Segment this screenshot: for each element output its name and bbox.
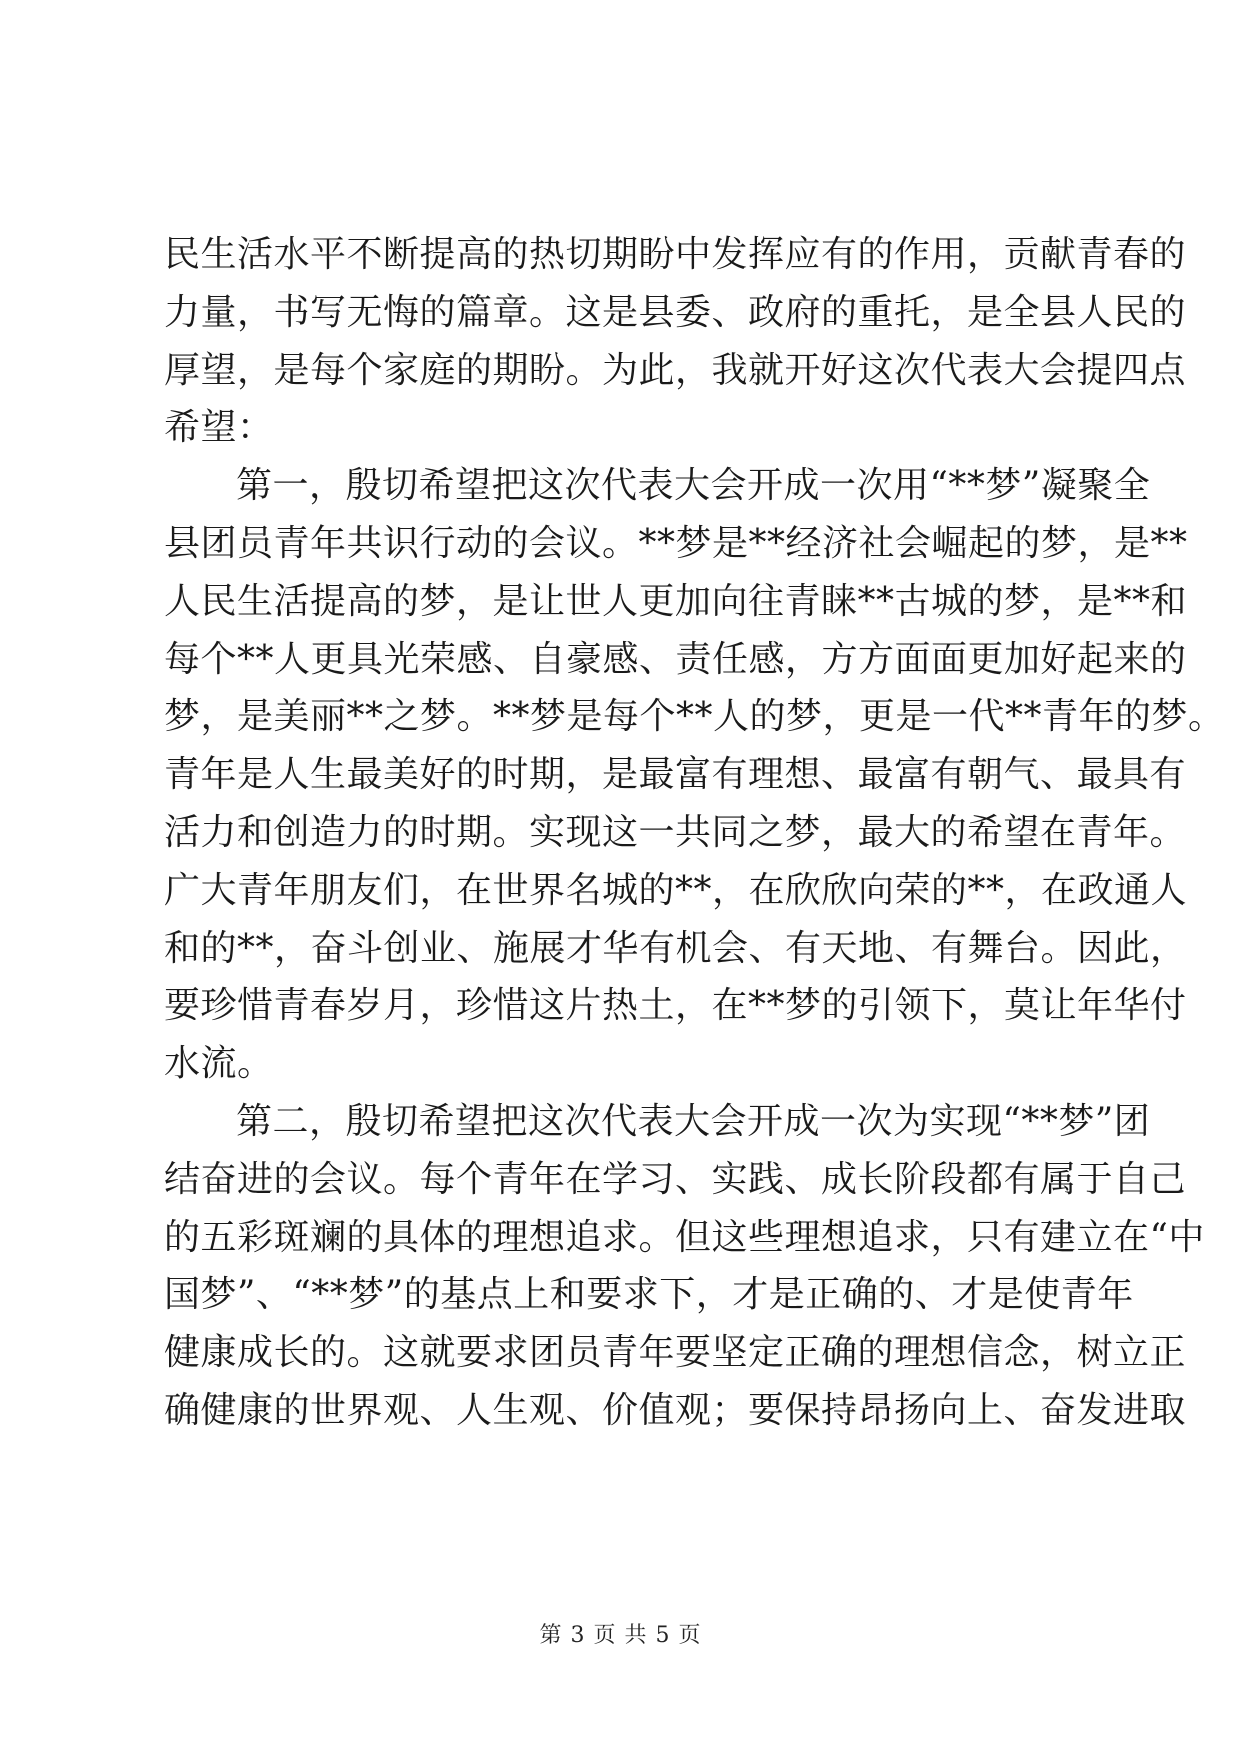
text-line: 广大青年朋友们，在世界名城的**，在欣欣向荣的**，在政通人 bbox=[164, 869, 1188, 911]
text-line: 的五彩斑斓的具体的理想追求。但这些理想追求，只有建立在“中 bbox=[164, 1216, 1205, 1258]
text-line: 每个**人更具光荣感、自豪感、责任感，方方面面更加好起来的 bbox=[164, 638, 1187, 680]
text-line: 水流。 bbox=[164, 1043, 274, 1085]
page-footer: 第 3 页 共 5 页 bbox=[539, 1623, 702, 1648]
text-line: 县团员青年共识行动的会议。**梦是**经济社会崛起的梦，是** bbox=[164, 522, 1188, 564]
text-line: 活力和创造力的时期。实现这一共同之梦，最大的希望在青年。 bbox=[164, 811, 1187, 853]
text-line: 结奋进的会议。每个青年在学习、实践、成长阶段都有属于自己 bbox=[164, 1158, 1187, 1200]
text-line: 青年是人生最美好的时期，是最富有理想、最富有朝气、最具有 bbox=[164, 754, 1187, 796]
text-line: 力量，书写无悔的篇章。这是县委、政府的重托，是全县人民的 bbox=[164, 291, 1187, 333]
text-line: 确健康的世界观、人生观、价值观；要保持昂扬向上、奋发进取 bbox=[164, 1389, 1187, 1431]
text-line: 人民生活提高的梦，是让世人更加向往青睐**古城的梦，是**和 bbox=[164, 580, 1188, 622]
text-line: 希望： bbox=[164, 407, 274, 449]
text-line: 梦，是美丽**之梦。**梦是每个**人的梦，更是一代**青年的梦。 bbox=[164, 696, 1225, 738]
text-line: 国梦”、“**梦”的基点上和要求下，才是正确的、才是使青年 bbox=[164, 1274, 1134, 1316]
paragraph-first-line: 第一，殷切希望把这次代表大会开成一次用“**梦”凝聚全 bbox=[236, 465, 1151, 507]
text-line: 和的**，奋斗创业、施展才华有机会、有天地、有舞台。因此， bbox=[164, 927, 1187, 969]
paragraph-first-line: 第二，殷切希望把这次代表大会开成一次为实现“**梦”团 bbox=[236, 1100, 1151, 1142]
text-line: 要珍惜青春岁月，珍惜这片热土，在**梦的引领下，莫让年华付 bbox=[164, 985, 1187, 1027]
text-line: 厚望，是每个家庭的期盼。为此，我就开好这次代表大会提四点 bbox=[164, 349, 1187, 391]
body-text bbox=[164, 226, 1225, 1440]
text-line: 民生活水平不断提高的热切期盼中发挥应有的作用，贡献青春的 bbox=[164, 234, 1187, 275]
text-line: 健康成长的。这就要求团员青年要坚定正确的理想信念，树立正 bbox=[164, 1332, 1187, 1374]
